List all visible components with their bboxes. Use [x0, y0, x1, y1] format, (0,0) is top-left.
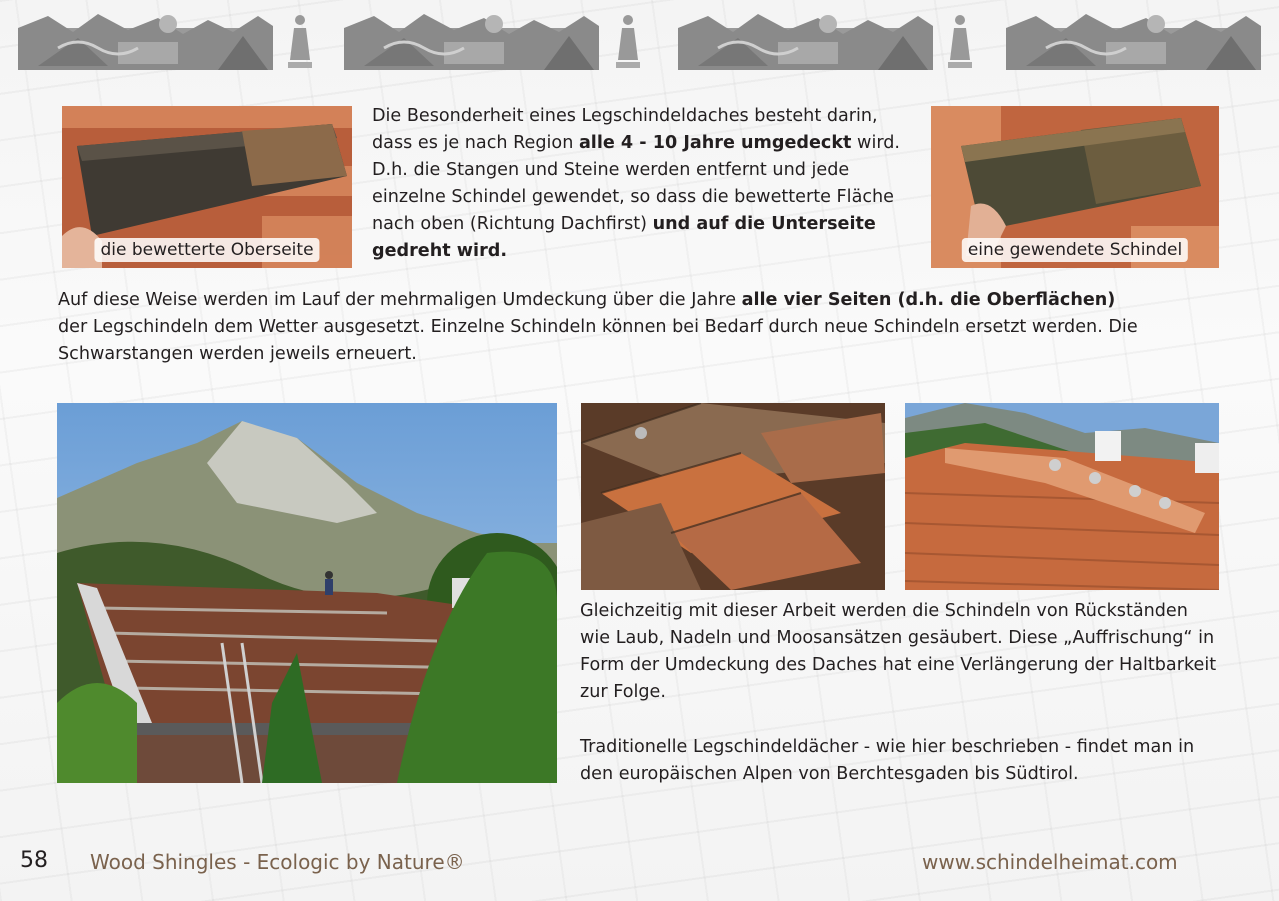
para2-bold: alle vier Seiten (d.h. die Oberflächen) — [741, 290, 1116, 310]
intro-text-1: Die Besonderheit eines Legschindeldaches besteht darin, dass es je nach Region — [372, 106, 878, 153]
photo-turned-shingle — [931, 106, 1219, 268]
intro-text-2: wird. D.h. die Stangen und Steine werden entfernt und jede einzelne Schindel gewendet, so dass die bewetterte Fläche nach oben (Richtung Dachfirst) — [372, 133, 901, 234]
photo-relaid-roof — [905, 403, 1219, 590]
decorative-frieze — [18, 6, 1263, 72]
caption-turned-shingle: eine gewendete Schindel — [962, 238, 1188, 262]
photo-roof-mountain — [57, 403, 557, 783]
intro-bold-2: und auf die Unterseite gedreht wird. — [372, 214, 876, 261]
intro-paragraph — [372, 103, 920, 265]
footer-title: Wood Shingles - Ecologic by Nature® — [90, 850, 465, 874]
paragraph-cleaning: Gleichzeitig mit dieser Arbeit werden die Schindeln von Rückständen wie Laub, Nadeln und Moosansätzen gesäubert. Diese „Auffrischung“ in Form der Umdeckung des Daches hat eine Verlängerung der Haltbarkeit zur Folge. — [580, 601, 1217, 702]
photo-weathered-top-side — [62, 106, 352, 268]
caption-weathered-top-side: die bewetterte Oberseite — [94, 238, 319, 262]
photo-shingle-pile — [581, 403, 885, 590]
page-number: 58 — [20, 848, 48, 873]
footer-url: www.schindelheimat.com — [922, 850, 1178, 874]
paragraph-alps: Traditionelle Legschindeldächer - wie hier beschrieben - findet man in den europäischen Alpen von Berchtesgaden bis Südtirol. — [580, 737, 1195, 784]
paragraph-surfaces — [58, 287, 1138, 368]
intro-bold-1: alle 4 - 10 Jahre umgedeckt — [578, 133, 852, 153]
para2-text-1: Auf diese Weise werden im Lauf der mehrmaligen Umdeckung über die Jahre — [58, 290, 742, 310]
para2-text-2: der Legschindeln dem Wetter ausgesetzt. Einzelne Schindeln können bei Bedarf durch neue Schindeln ersetzt werden. Die Schwarstangen werden jeweils erneuert. — [58, 317, 1138, 364]
